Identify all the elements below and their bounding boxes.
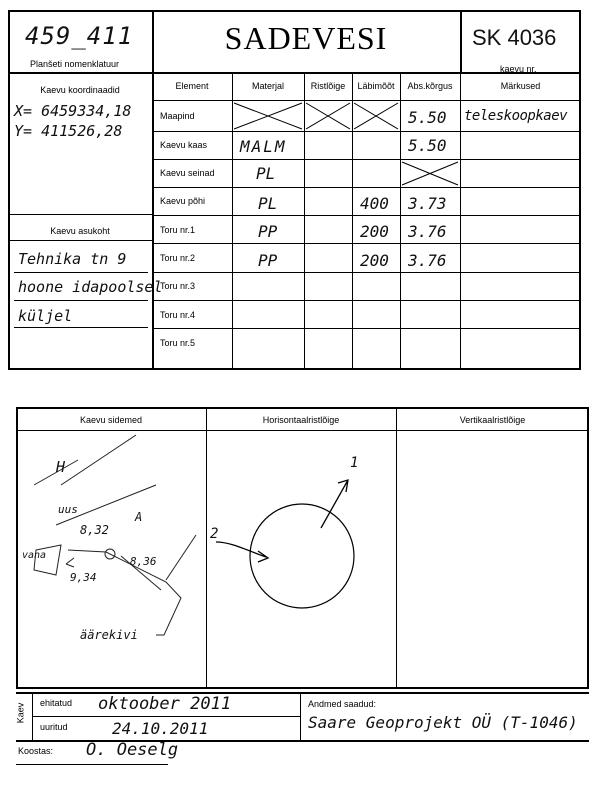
coord-y: Y= 411526,28 — [14, 122, 123, 140]
built-caption: ehitatud — [40, 698, 73, 708]
well-caption: kaevu nr. — [500, 64, 537, 74]
pipe-1-label: 1 — [350, 455, 359, 471]
compiler-caption: Koostas: — [18, 746, 54, 756]
well-id: SK 4036 — [472, 25, 557, 50]
panel-title-vertical: Vertikaalristlõige — [459, 415, 526, 425]
sketch-label-vana: vana — [22, 550, 47, 561]
lead-line — [68, 550, 181, 635]
panel-title-connections: Kaevu sidemed — [79, 415, 143, 425]
cell-elevation-lid: 5.50 — [408, 136, 447, 155]
coord-x: X= 6459334,18 — [14, 102, 132, 120]
pipe-2-arrow — [216, 542, 268, 562]
cell-diameter-pipe-1: 200 — [360, 222, 389, 241]
sketch-label-h: H — [56, 458, 66, 476]
row-label-lid: Kaevu kaas — [160, 140, 208, 150]
col-header-notes: Märkused — [500, 81, 541, 91]
row-label-pipe-1: Toru nr.1 — [160, 225, 196, 235]
cell-material-pipe-2: PP — [258, 251, 278, 270]
sketch-label-uus: uus — [58, 503, 78, 516]
sketch-label-aarekivi: äärekivi — [80, 628, 138, 642]
row-label-pipe-3: Toru nr.3 — [160, 281, 196, 291]
built-value: oktoober 2011 — [98, 694, 232, 714]
col-header-diameter: Läbimõõt — [357, 81, 395, 91]
cell-material-bottom: PL — [258, 194, 278, 213]
location-line-3: küljel — [18, 307, 73, 325]
horizontal-section — [206, 430, 396, 689]
data-caption: Andmed saadud: — [308, 699, 377, 709]
cell-diameter-bottom: 400 — [360, 194, 389, 213]
location-caption: Kaevu asukoht — [50, 226, 110, 236]
sheet-caption: Planšeti nomenklatuur — [30, 59, 120, 69]
cell-material-pipe-1: PP — [258, 222, 278, 241]
coordinates-caption: Kaevu koordinaadid — [40, 85, 120, 95]
row-label-pipe-4: Toru nr.4 — [160, 310, 196, 320]
sheet-number: 459_411 — [25, 22, 134, 50]
row-label-pipe-2: Toru nr.2 — [160, 253, 196, 263]
row-label-walls: Kaevu seinad — [160, 168, 215, 178]
col-header-material: Materjal — [251, 81, 284, 91]
location-line-2: hoone idapoolsel — [18, 278, 163, 296]
row-label-ground: Maapind — [160, 111, 195, 121]
cell-elevation-ground: 5.50 — [408, 108, 447, 127]
cell-elevation-pipe-1: 3.76 — [408, 222, 447, 241]
crossed-cells — [0, 0, 607, 370]
surveyed-caption: uuritud — [40, 722, 68, 732]
col-header-element: Element — [175, 81, 209, 91]
compiler-value: O. Oeselg — [86, 740, 179, 760]
cell-elevation-bottom: 3.73 — [408, 194, 447, 213]
cell-material-walls: PL — [256, 164, 276, 183]
cell-elevation-pipe-2: 3.76 — [408, 251, 447, 270]
sketch-dist-2: 8,36 — [130, 555, 157, 568]
arrow-line — [66, 558, 74, 567]
sketch-label-a: A — [135, 510, 143, 524]
pipe-2-label: 2 — [210, 526, 219, 542]
pipe-1-arrow — [321, 480, 348, 528]
page-title: SADEVESI — [224, 20, 388, 56]
panel-title-horizontal: Horisontaalristlõige — [262, 415, 340, 425]
cell-notes-ground: teleskoopkaev — [464, 108, 568, 124]
data-value: Saare Geoprojekt OÜ (T-1046) — [308, 713, 578, 732]
col-header-elevation: Abs.kõrgus — [407, 81, 453, 91]
building-outline — [34, 435, 136, 485]
cell-material-lid: MALM — [240, 137, 287, 156]
col-header-cross: Ristlõige — [310, 81, 346, 91]
sketch-dist-3: 9,34 — [70, 571, 97, 584]
footer-side-label: Kaev — [15, 702, 26, 724]
row-label-pipe-5: Toru nr.5 — [160, 338, 196, 348]
road-line — [166, 535, 196, 580]
surveyed-value: 24.10.2011 — [112, 719, 209, 738]
location-line-1: Tehnika tn 9 — [18, 250, 127, 268]
sketch-dist-1: 8,32 — [80, 523, 109, 537]
cell-diameter-pipe-2: 200 — [360, 251, 389, 270]
row-label-bottom: Kaevu põhi — [160, 196, 206, 206]
